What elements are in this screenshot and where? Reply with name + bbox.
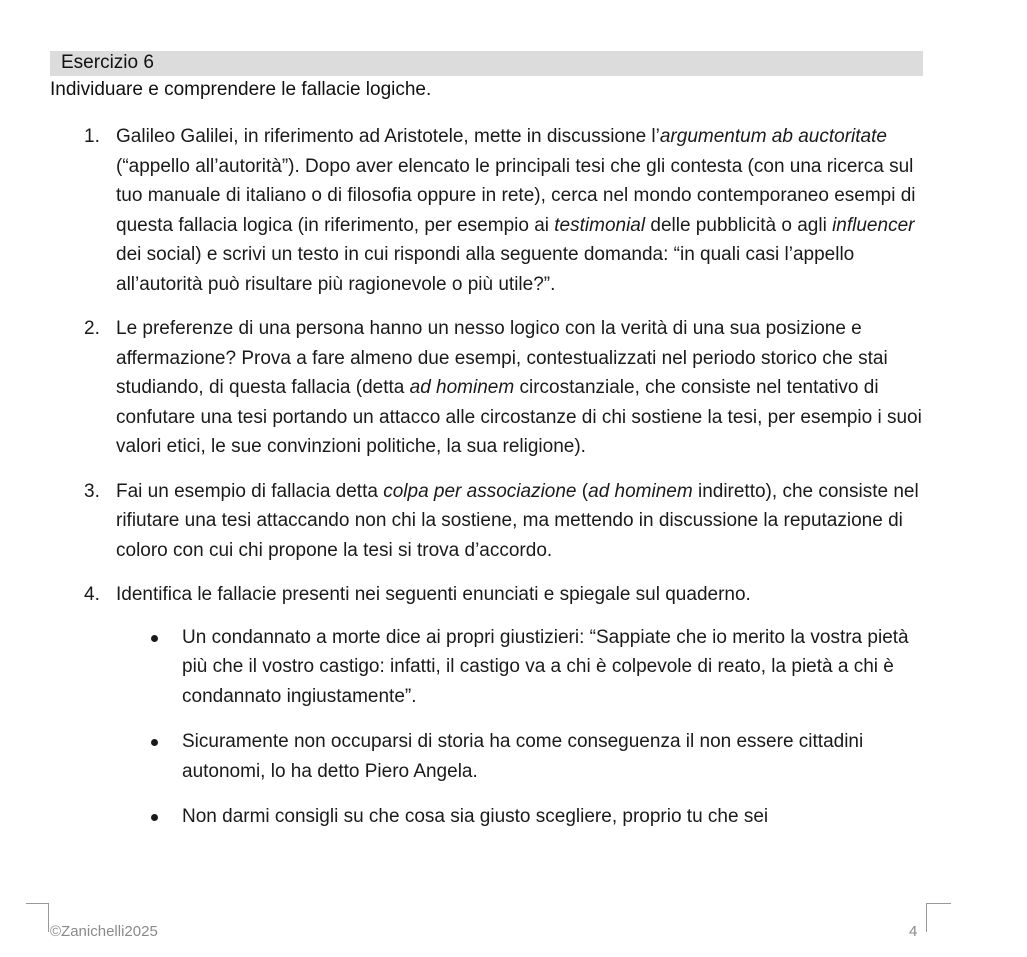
- exercise-header-bar: [50, 51, 923, 76]
- list-item-number: 4.: [84, 584, 100, 605]
- bullet-item: [149, 727, 924, 786]
- list-item-number: 3.: [84, 480, 100, 502]
- exercise-list: [84, 122, 924, 848]
- list-item-text: [116, 477, 924, 566]
- list-item-text: [116, 122, 924, 299]
- text-run: indiretto), che consiste nel rifiutare una tesi attaccando non chi la sostiene, ma mettendo in discussione la reputazione di coloro con cui chi propone la tesi si trova d’accordo.: [116, 480, 919, 561]
- text-run: Le preferenze di una persona hanno un nesso logico con la verità di una sua posizione e affermazione? Prova a fare almeno due esempi, contestualizzati nel periodo storico che stai studiando, di questa fallacia (detta: [116, 318, 888, 398]
- bullet-dot-icon: [151, 814, 158, 821]
- text-run: Identifica le fallacie presenti nei seguenti enunciati e spiegale sul quaderno.: [116, 584, 751, 605]
- text-run: (: [576, 480, 589, 502]
- bullet-text: Non darmi consigli su che cosa sia giusto scegliere, proprio tu che sei: [182, 806, 769, 827]
- text-run: Fai un esempio di fallacia detta: [116, 480, 384, 502]
- italic-term: ad hominem: [588, 480, 693, 502]
- italic-term: testimonial: [554, 214, 646, 236]
- text-run: delle pubblicità o agli: [645, 214, 833, 236]
- exercise-title: Esercizio 6: [61, 52, 154, 73]
- crop-mark-right: [926, 903, 951, 932]
- text-run: circostanziale, che consiste nel tentativo di confutare una tesi portando un attacco alle circostanze di chi sostiene la tesi, per esempio i suoi valori etici, le sue convinzioni politiche, la sua religione).: [116, 377, 922, 457]
- exercise-subtitle: Individuare e comprendere le fallacie logiche.: [50, 79, 432, 100]
- italic-term: colpa per associazione: [383, 480, 577, 502]
- italic-term: argumentum ab auctoritate: [659, 126, 887, 147]
- list-item: [84, 122, 924, 299]
- italic-term: influencer: [832, 214, 915, 236]
- italic-term: ad hominem: [409, 377, 515, 398]
- bullet-text: Un condannato a morte dice ai propri giustizieri: “Sappiate che io merito la vostra pietà più che il vostro castigo: infatti, il castigo va a chi è colpevole di reato, la pietà a chi è condannato ingiustamente”.: [182, 626, 909, 707]
- crop-mark-left: [26, 903, 49, 932]
- bullet-list: [149, 623, 924, 832]
- list-item-text: [116, 314, 924, 462]
- bullet-text: Sicuramente non occuparsi di storia ha come conseguenza il non essere cittadini autonomi, lo ha detto Piero Angela.: [182, 731, 864, 782]
- bullet-dot-icon: [151, 739, 158, 746]
- text-run: Galileo Galilei, in riferimento ad Aristotele, mette in discussione l’: [116, 126, 660, 147]
- bullet-item: [149, 802, 924, 832]
- bullet-item: [149, 623, 924, 712]
- list-item-number: 1.: [84, 126, 100, 147]
- list-item-number: 2.: [84, 318, 100, 339]
- text-run: (“appello all’autorità”). Dopo aver elencato le principali tesi che gli contesta (con una ricerca sul tuo manuale di italiano o di filosofia oppure in rete), cerca nel mondo contemporaneo esempi di questa fallacia logica (in riferimento, per esempio ai: [116, 155, 916, 236]
- footer-copyright: ©Zanichelli2025: [50, 923, 158, 940]
- list-item: [84, 314, 924, 462]
- footer-page-number: 4: [909, 923, 918, 940]
- bullet-dot-icon: [151, 635, 158, 642]
- list-item: [84, 580, 924, 832]
- text-run: dei social) e scrivi un testo in cui rispondi alla seguente domanda: “in quali casi l’appello all’autorità può risultare più ragionevole o più utile?”.: [116, 244, 855, 295]
- list-item: [84, 477, 924, 566]
- list-item-text: [116, 580, 924, 610]
